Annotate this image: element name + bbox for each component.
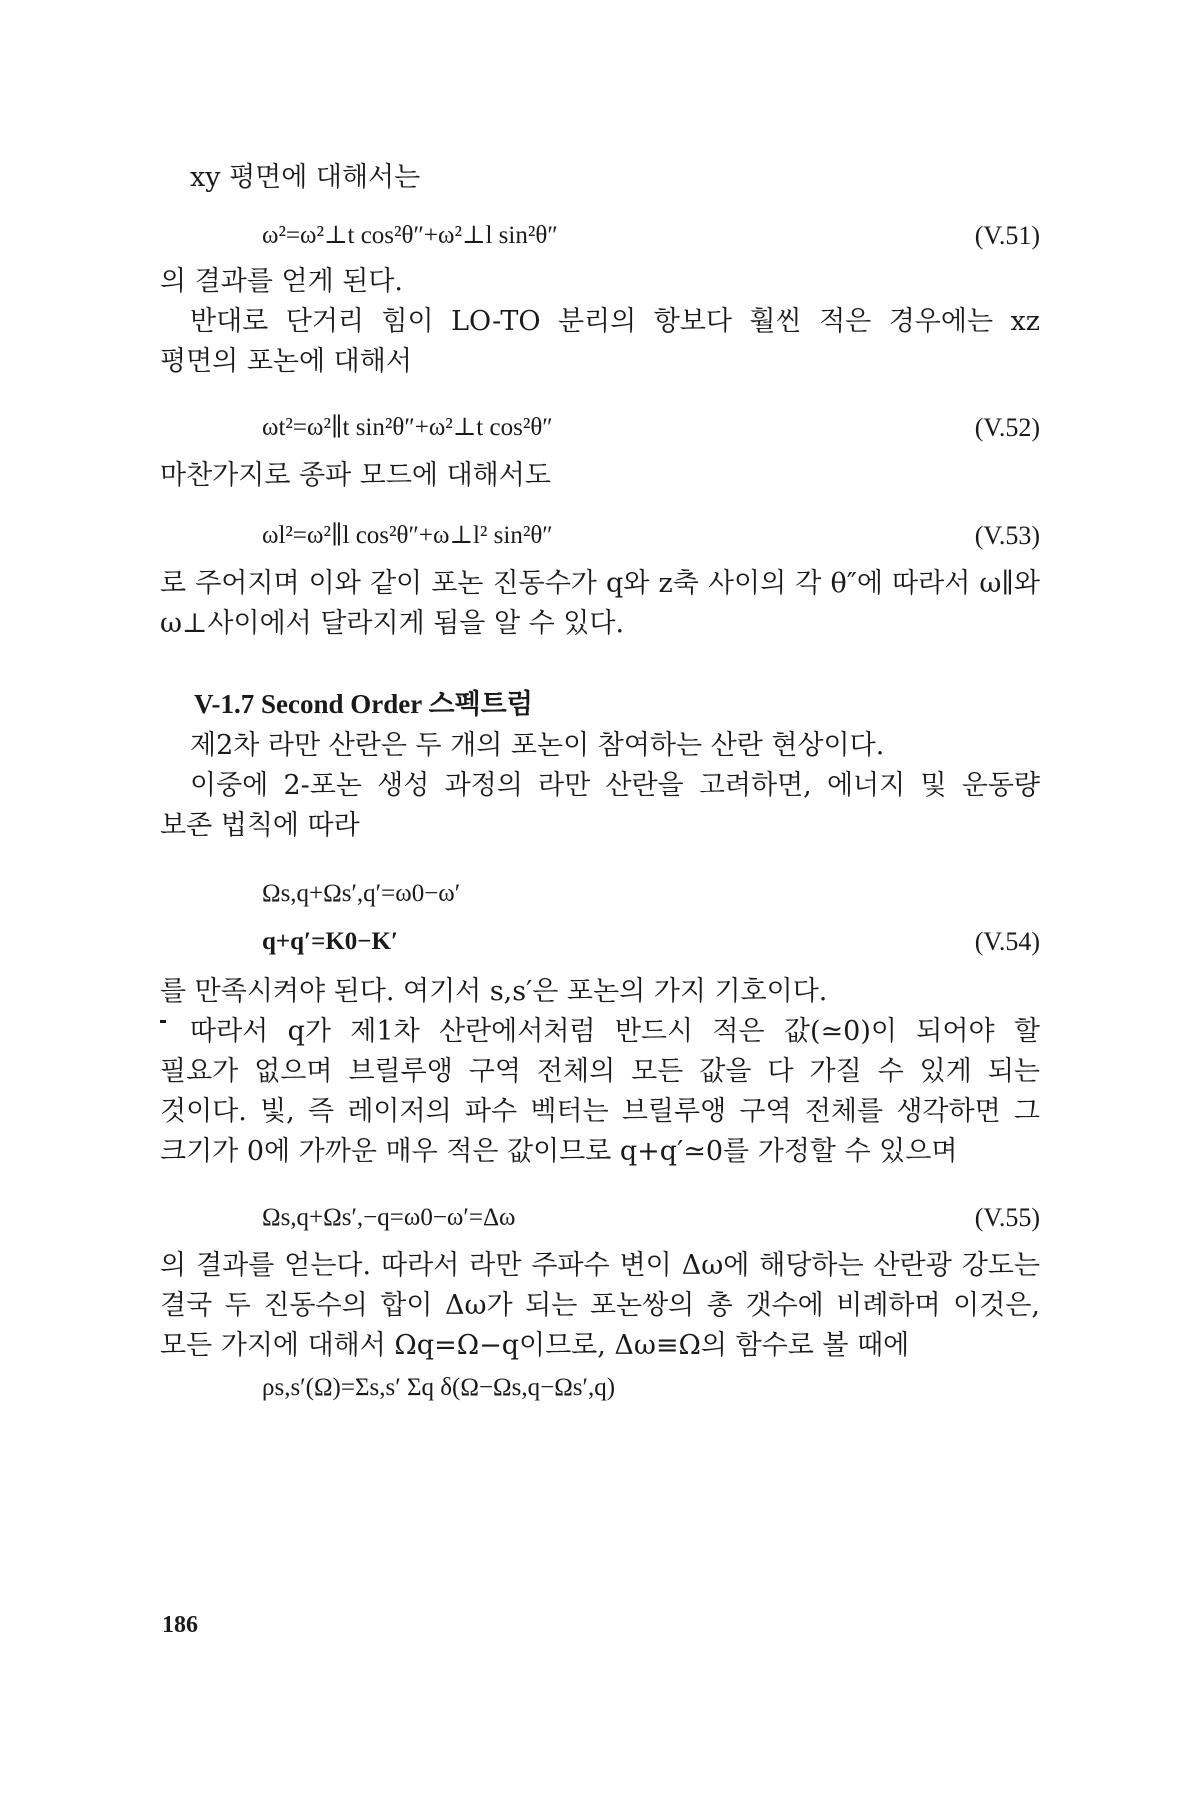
equation-density: ρs,s′(Ω)=Σs,s′ Σq δ(Ω−Ωs,q−Ωs′,q): [262, 1374, 616, 1401]
section-heading: V-1.7 Second Order 스펙트럼: [194, 689, 533, 719]
equation-number-v51: (V.51): [974, 221, 1040, 250]
paragraph-two-phonon: 이중에 2-포논 생성 과정의 라만 산란을 고려하면, 에너지 및 운동량 보존 법칙에 따라: [160, 770, 1040, 841]
equation-v53: ωl²=ω²∥l cos²θ″+ω⊥l² sin²θ″: [262, 522, 553, 549]
paragraph-result: 의 결과를 얻게 된다.: [160, 266, 403, 297]
paragraph-raman-shift: 의 결과를 얻는다. 따라서 라만 주파수 변이 Δω에 해당하는 산란광 강도는 결국 두 진동수의 합이 Δω가 되는 포논쌍의 총 갯수에 비례하며 이것은, 모든 가지에 대해서 Ωq=Ω−q이므로, Δω≡Ω의 함수로 볼 때에: [160, 1250, 1040, 1361]
equation-number-v53: (V.53): [974, 521, 1040, 550]
paragraph-satisfy: 를 만족시켜야 된다. 여기서 s,s′은 포논의 가지 기호이다.: [160, 976, 828, 1007]
equation-number-v54: (V.54): [974, 927, 1040, 956]
paragraph-phonon-frequency: 로 주어지며 이와 같이 포논 진동수가 q와 z축 사이의 각 θ″에 따라서 ω∥와 ω⊥사이에서 달라지게 됨을 알 수 있다.: [160, 568, 1040, 639]
page-number: 186: [162, 1612, 198, 1638]
paragraph-short-range-force: 반대로 단거리 힘이 LO-TO 분리의 항보다 훨씬 적은 경우에는 xz 평면의 포논에 대해서: [160, 306, 1040, 377]
equation-v54-energy: Ωs,q+Ωs′,q′=ω0−ω′: [262, 880, 461, 907]
equation-v51: ω²=ω²⊥t cos²θ″+ω²⊥l sin²θ″: [262, 222, 558, 249]
equation-v54-momentum: q+q′=K0−K′: [262, 928, 398, 955]
paragraph-second-order-raman: 제2차 라만 산란은 두 개의 포논이 참여하는 산란 현상이다.: [190, 730, 885, 761]
equation-number-v55: (V.55): [974, 1203, 1040, 1232]
equation-number-v52: (V.52): [974, 413, 1040, 442]
equation-v52: ωt²=ω²∥t sin²θ″+ω²⊥t cos²θ″: [262, 414, 553, 441]
paragraph-brillouin-zone: 따라서 q가 제1차 산란에서처럼 반드시 적은 값(≃0)이 되어야 할 필요가 없으며 브릴루앵 구역 전체의 모든 값을 다 가질 수 있게 되는 것이다. 빛, 즉 레이저의 파수 벡터는 브릴루앵 구역 전체를 생각하면 그 크기가 0에 가까운 매우 적은 값이므로 q+q′≃0를 가정할 수 있으며: [160, 1016, 1040, 1167]
paragraph-xy-plane: xy 평면에 대해서는: [190, 162, 421, 193]
equation-v55: Ωs,q+Ωs′,−q=ω0−ω′=Δω: [262, 1204, 516, 1231]
paragraph-longitudinal-mode: 마찬가지로 종파 모드에 대해서도: [160, 460, 551, 491]
